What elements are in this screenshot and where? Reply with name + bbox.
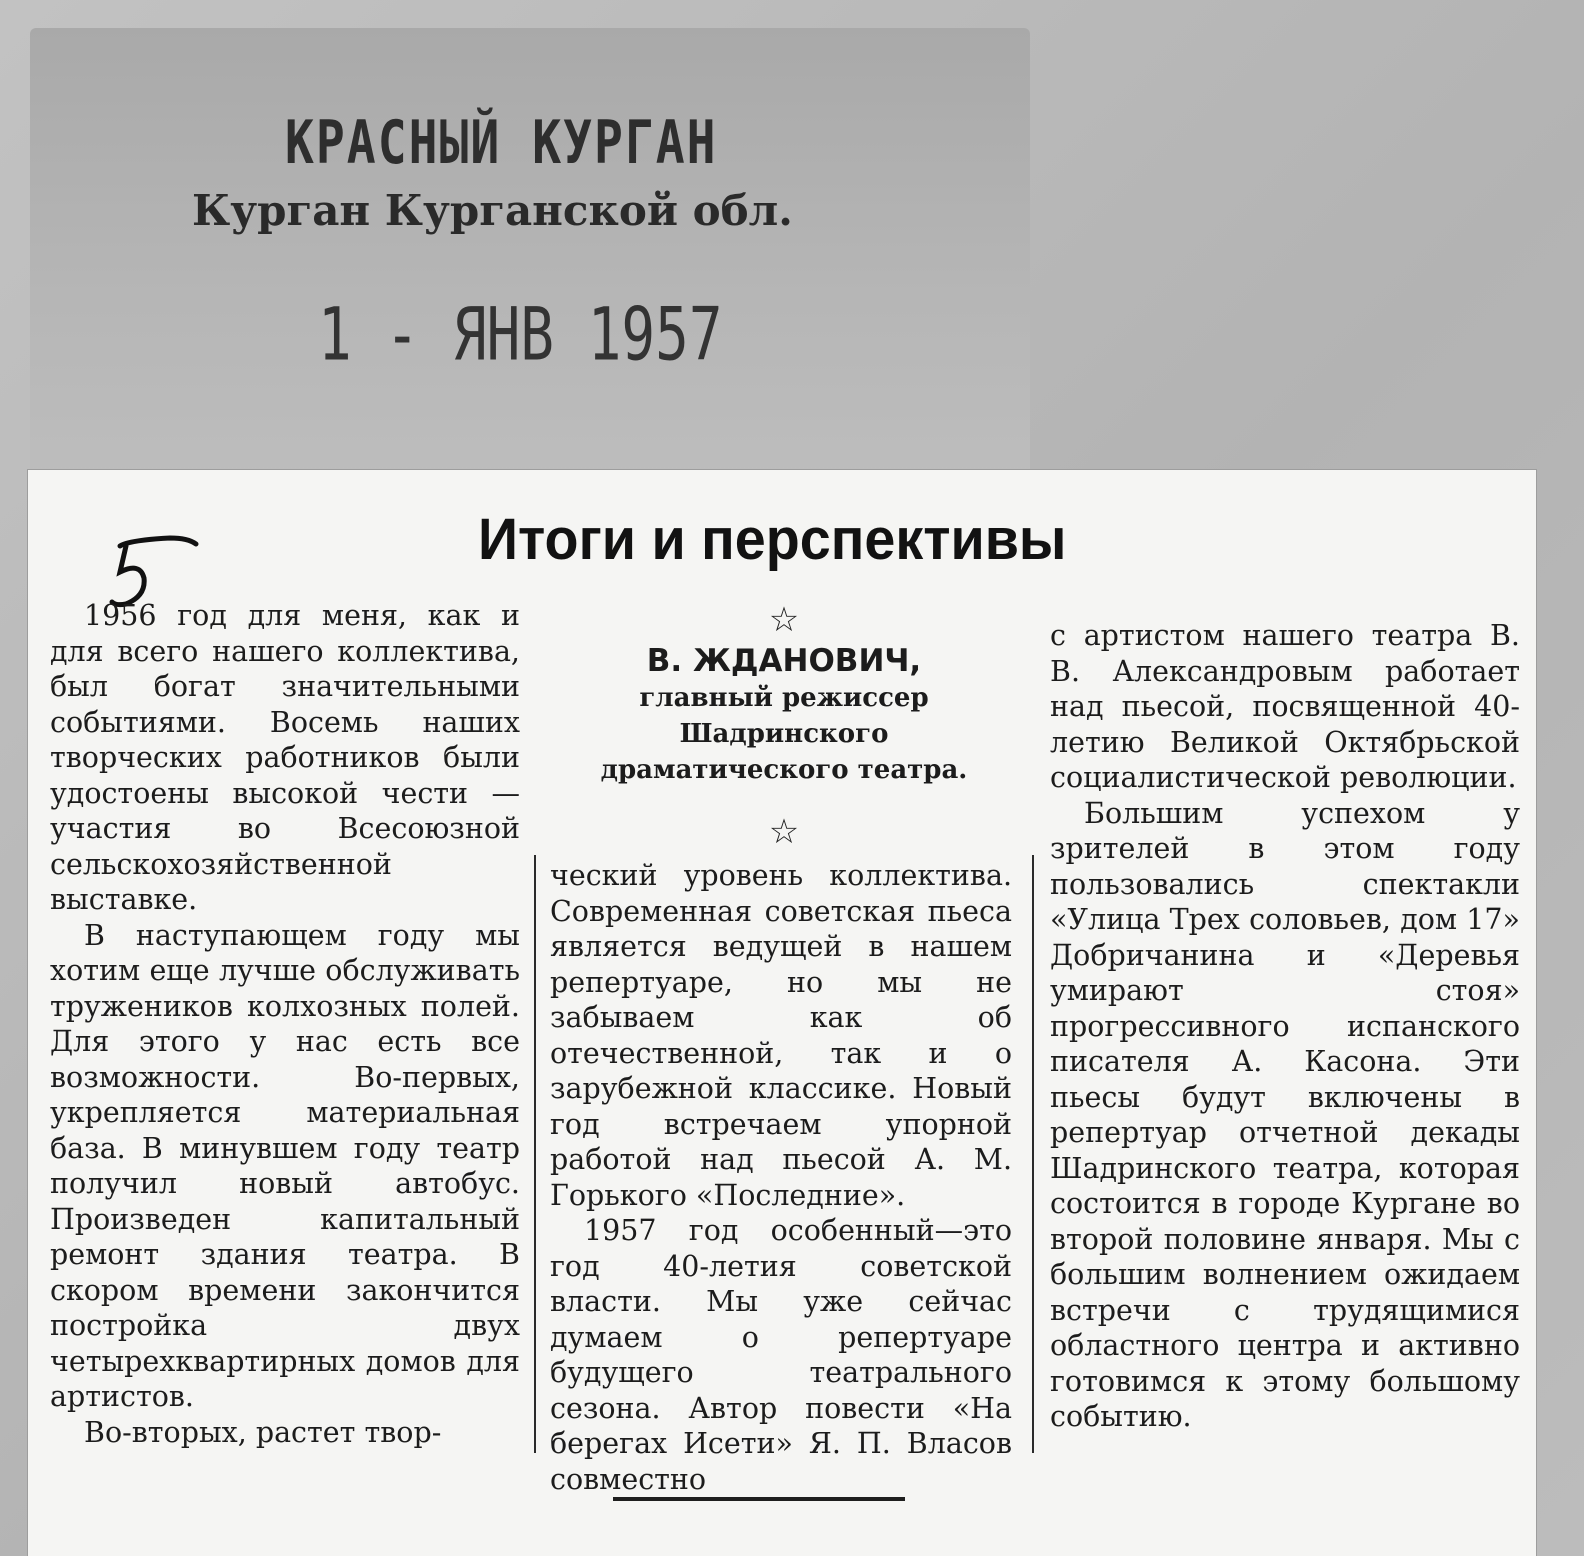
paragraph: В наступающем году мы хотим еще лучше обслуживать тружеников колхозных полей. Для этого у нас есть все возможности. Во-первых, укрепляется материальная база. В минувшем году театр получил новый автобус. Произведен капитальный ремонт здания театра. В скором времени закончится постройка двух четырехквартирных домов для артистов. xyxy=(50,918,520,1413)
paragraph: 1957 год особенный—это год 40-летия советской власти. Мы уже сейчас думаем о репертуаре будущего театрального сезона. Автор повести «На берегах Исети» Я. П. Власов совместно xyxy=(550,1214,1012,1496)
paragraph: Большим успехом у зрителей в этом году пользовались спектакли «Улица Трех соловьев, дом 17» Добричанина и «Деревья умирают стоя» прогрессивного испанского писателя А. Касона. Эти пьесы будут включены в репертуар отчетной декады Шадринского театра, которая состоится в городе Кургане во второй половине января. Мы с большим волнением ожидаем встречи с трудящимися областного центра и активно готовимся к этому большому событию. xyxy=(1050,796,1520,1433)
stamp-newspaper-name: КРАСНЫЙ КУРГАН xyxy=(285,108,718,178)
stamp-location: Курган Курганской обл. xyxy=(192,186,793,235)
article-column-middle xyxy=(550,858,1012,1497)
article-column-left xyxy=(50,598,520,1450)
star-icon: ☆ xyxy=(768,812,800,852)
newspaper-clipping xyxy=(28,470,1536,1556)
article-end-rule xyxy=(613,1497,905,1501)
paragraph: с артистом нашего театра В. В. Александровым работает над пьесой, посвященной 40-летию Великой Октябрьской социалистической революции. xyxy=(1050,619,1520,794)
stamp-paper xyxy=(30,28,1030,480)
author-role-line: главный режиссер xyxy=(639,683,929,713)
article-byline xyxy=(554,600,1014,852)
column-divider xyxy=(1032,855,1034,1453)
star-icon: ☆ xyxy=(768,600,800,640)
article-column-right xyxy=(1050,618,1520,1435)
article-headline: Итоги и перспективы xyxy=(478,507,1067,572)
paragraph: Во-вторых, растет твор- xyxy=(84,1415,442,1449)
author-role-line: драматического театра. xyxy=(600,755,968,785)
newspaper-stamp xyxy=(180,108,820,398)
author-name: В. ЖДАНОВИЧ, xyxy=(646,643,922,679)
stamp-date: 1 - ЯНВ 1957 xyxy=(318,293,723,378)
paragraph: 1956 год для меня, как и для всего нашего коллектива, был богат значительными событиями. Восемь наших творческих работников были удостоены высокой чести — участия во Всесоюзной сельскохозяйственной выставке. xyxy=(50,599,520,916)
author-role-line: Шадринского xyxy=(679,719,889,749)
column-divider xyxy=(534,855,536,1453)
paragraph: ческий уровень коллектива. Современная советская пьеса является ведущей в нашем репертуаре, но мы не забываем как об отечественной, так и о зарубежной классике. Новый год встречаем упорной работой над пьесой А. М. Горького «Последние». xyxy=(550,859,1012,1212)
